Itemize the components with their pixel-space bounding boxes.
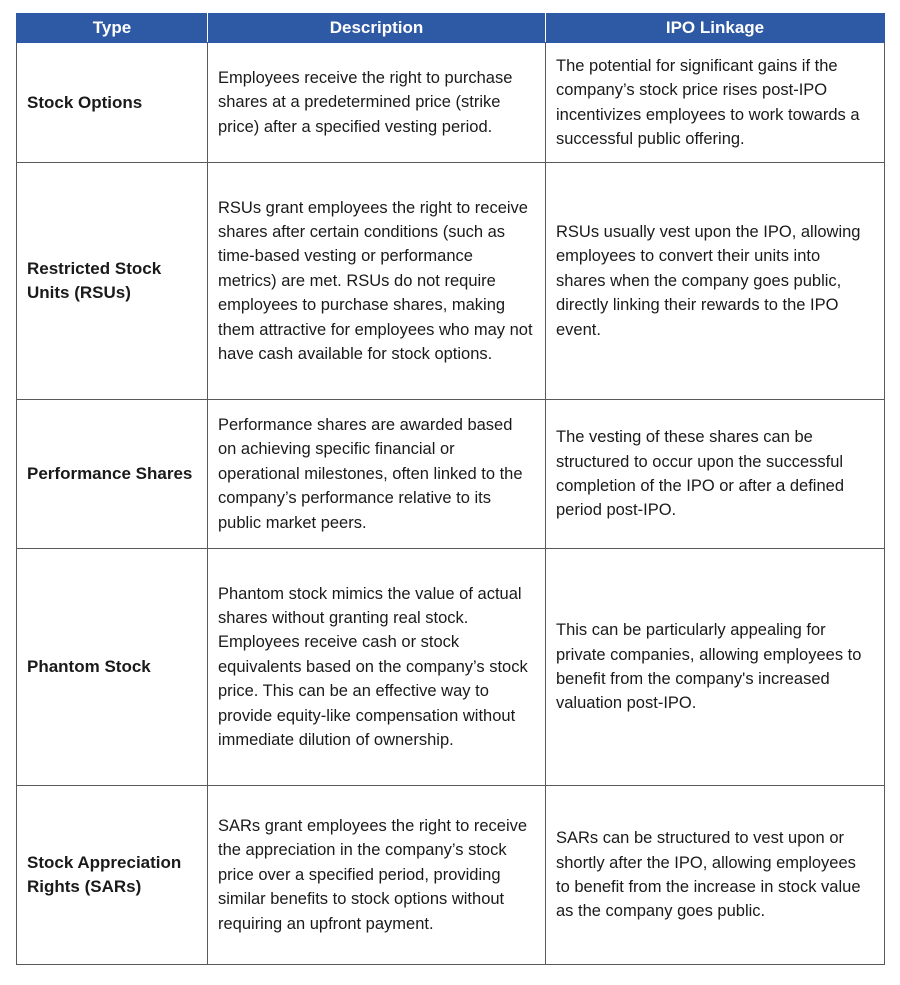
column-header-description: Description	[208, 14, 546, 43]
table-row-stock-options	[17, 43, 885, 163]
description-cell: SARs grant employees the right to receive the appreciation in the company’s stock price over a specified period, providing similar benefits to stock options without requiring an upfront payment.	[208, 786, 546, 965]
table-row-performance-shares	[17, 400, 885, 549]
ipo-linkage-cell: This can be particularly appealing for private companies, allowing employees to benefit from the company's increased valuation post-IPO.	[546, 549, 885, 786]
ipo-linkage-cell: The vesting of these shares can be structured to occur upon the successful completion of the IPO or after a defined period post-IPO.	[546, 400, 885, 549]
type-cell: Performance Shares	[17, 400, 208, 549]
type-cell: Restricted Stock Units (RSUs)	[17, 163, 208, 400]
ipo-linkage-cell: RSUs usually vest upon the IPO, allowing employees to convert their units into shares when the company goes public, directly linking their rewards to the IPO event.	[546, 163, 885, 400]
description-cell: Employees receive the right to purchase shares at a predetermined price (strike price) after a specified vesting period.	[208, 43, 546, 163]
column-header-ipo-linkage: IPO Linkage	[546, 14, 885, 43]
header-row	[17, 14, 885, 43]
type-cell: Stock Options	[17, 43, 208, 163]
description-cell: RSUs grant employees the right to receive shares after certain conditions (such as time-based vesting or performance metrics) are met. RSUs do not require employees to purchase shares, making them attractive for employees who may not have cash available for stock options.	[208, 163, 546, 400]
column-header-type: Type	[17, 14, 208, 43]
equity-compensation-table	[16, 13, 885, 965]
description-cell: Performance shares are awarded based on achieving specific financial or operational milestones, often linked to the company’s performance relative to its public market peers.	[208, 400, 546, 549]
type-cell: Phantom Stock	[17, 549, 208, 786]
table-row-phantom-stock	[17, 549, 885, 786]
description-cell: Phantom stock mimics the value of actual shares without granting real stock. Employees receive cash or stock equivalents based on the company’s stock price. This can be an effective way to provide equity-like compensation without immediate dilution of ownership.	[208, 549, 546, 786]
ipo-linkage-cell: The potential for significant gains if the company’s stock price rises post-IPO incentivizes employees to work towards a successful public offering.	[546, 43, 885, 163]
table-row-sars	[17, 786, 885, 965]
type-cell: Stock Appreciation Rights (SARs)	[17, 786, 208, 965]
table-row-rsus	[17, 163, 885, 400]
ipo-linkage-cell: SARs can be structured to vest upon or shortly after the IPO, allowing employees to benefit from the increase in stock value as the company goes public.	[546, 786, 885, 965]
